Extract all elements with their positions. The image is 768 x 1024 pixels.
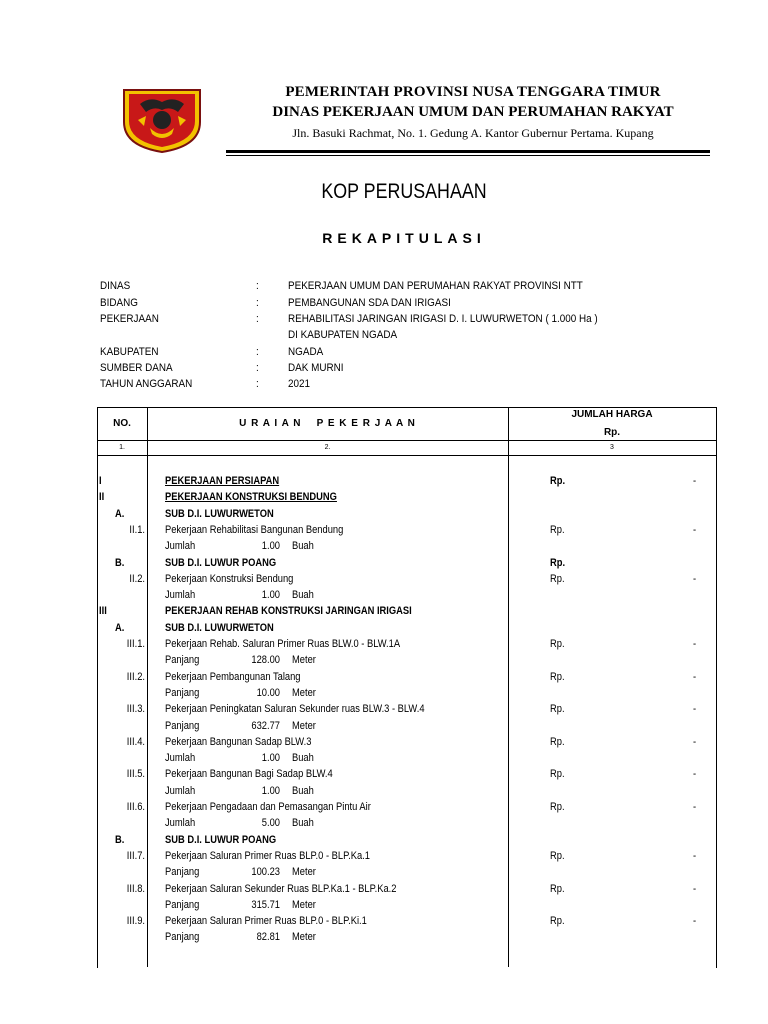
row-unit: Meter	[292, 931, 316, 943]
row-unit: Meter	[292, 866, 316, 878]
row-amount: -	[693, 573, 697, 585]
row-currency: Rp.	[550, 573, 565, 585]
info-label: TAHUN ANGGARAN	[100, 378, 193, 390]
col-index-2: 2.	[324, 444, 331, 451]
row-quantity: 5.00	[261, 817, 280, 829]
row-amount: -	[693, 850, 697, 862]
header-line-2: DINAS PEKERJAAN UMUM DAN PERUMAHAN RAKYAT	[272, 104, 674, 120]
table-header-rule	[97, 440, 716, 441]
info-label: BIDANG	[100, 297, 138, 309]
row-number: B.	[115, 834, 125, 846]
header-rule-thin	[226, 155, 710, 156]
row-amount: -	[693, 801, 697, 813]
row-currency: Rp.	[550, 638, 565, 650]
table-index-rule	[97, 455, 716, 456]
row-description: Jumlah	[165, 589, 196, 601]
info-label: KABUPATEN	[100, 346, 159, 358]
row-quantity: 1.00	[261, 785, 280, 797]
row-currency: Rp.	[550, 475, 566, 487]
row-currency: Rp.	[550, 850, 565, 862]
info-value: DI KABUPATEN NGADA	[288, 329, 398, 341]
row-number: III.4.	[126, 736, 145, 748]
row-description: Pekerjaan Peningkatan Saluran Sekunder ruas BLW.3 - BLW.4	[165, 703, 425, 715]
row-description: SUB D.I. LUWURWETON	[165, 508, 274, 520]
row-description: Panjang	[165, 899, 200, 911]
row-description: Panjang	[165, 866, 200, 878]
page-title: KOP PERUSAHAAN	[321, 180, 487, 203]
info-value: REHABILITASI JARINGAN IRIGASI D. I. LUWURWETON ( 1.000 Ha )	[288, 313, 598, 325]
row-number: I	[99, 475, 102, 487]
row-description: Pekerjaan Pembangunan Talang	[165, 671, 301, 683]
row-currency: Rp.	[550, 524, 565, 536]
row-amount: -	[693, 915, 697, 927]
header-rule-thick	[226, 150, 710, 153]
row-description: PEKERJAAN KONSTRUKSI BENDUNG	[165, 491, 337, 503]
row-currency: Rp.	[550, 557, 566, 569]
ntt-province-logo	[120, 82, 204, 154]
row-amount: -	[693, 703, 697, 715]
row-quantity: 1.00	[261, 540, 280, 552]
info-value: PEMBANGUNAN SDA DAN IRIGASI	[288, 297, 451, 309]
header-line-1: PEMERINTAH PROVINSI NUSA TENGGARA TIMUR	[285, 84, 661, 100]
row-unit: Buah	[292, 540, 314, 552]
header-address: Jln. Basuki Rachmat, No. 1. Gedung A. Kantor Gubernur Pertama. Kupang	[292, 126, 654, 140]
row-unit: Buah	[292, 785, 314, 797]
table-col-divider-2	[508, 407, 509, 967]
row-description: Pekerjaan Saluran Sekunder Ruas BLP.Ka.1 - BLP.Ka.2	[165, 883, 397, 895]
row-number: A.	[115, 508, 125, 520]
row-number: II.1.	[129, 524, 145, 536]
row-unit: Meter	[292, 720, 316, 732]
row-description: Panjang	[165, 720, 200, 732]
table-col-divider-1	[147, 407, 148, 967]
col-header-uraian: U R A I A N P E K E R J A A N	[239, 418, 416, 429]
row-description: Pekerjaan Rehab. Saluran Primer Ruas BLW.0 - BLW.1A	[165, 638, 401, 650]
info-label: SUMBER DANA	[100, 362, 173, 374]
row-number: II.2.	[129, 573, 145, 585]
row-number: III	[99, 605, 107, 617]
row-currency: Rp.	[550, 768, 565, 780]
row-description: Pekerjaan Konstruksi Bendung	[165, 573, 294, 585]
row-quantity: 315.71	[251, 899, 280, 911]
row-description: SUB D.I. LUWUR POANG	[165, 834, 277, 846]
row-number: III.3.	[126, 703, 145, 715]
row-unit: Meter	[292, 687, 316, 699]
row-number: B.	[115, 557, 125, 569]
info-value: DAK MURNI	[288, 362, 344, 374]
row-unit: Meter	[292, 899, 316, 911]
col-index-3: 3	[610, 444, 614, 451]
row-unit: Buah	[292, 589, 314, 601]
info-value: PEKERJAAN UMUM DAN PERUMAHAN RAKYAT PROVINSI NTT	[288, 280, 583, 292]
row-amount: -	[693, 736, 697, 748]
row-number: III.9.	[126, 915, 145, 927]
row-currency: Rp.	[550, 736, 565, 748]
row-number: III.1.	[126, 638, 145, 650]
row-unit: Buah	[292, 817, 314, 829]
info-value: NGADA	[288, 346, 324, 358]
row-quantity: 128.00	[251, 654, 280, 666]
row-amount: -	[693, 883, 697, 895]
row-description: Panjang	[165, 687, 200, 699]
row-unit: Meter	[292, 654, 316, 666]
row-number: II	[99, 491, 105, 503]
row-quantity: 632.77	[251, 720, 280, 732]
row-amount: -	[693, 671, 697, 683]
row-number: III.8.	[126, 883, 145, 895]
info-separator: :	[256, 346, 259, 358]
row-description: Jumlah	[165, 817, 196, 829]
row-description: PEKERJAAN PERSIAPAN	[165, 475, 280, 487]
row-currency: Rp.	[550, 915, 565, 927]
row-number: III.7.	[126, 850, 145, 862]
row-description: SUB D.I. LUWUR POANG	[165, 557, 277, 569]
row-quantity: 100.23	[251, 866, 280, 878]
page-subtitle: REKAPITULASI	[322, 230, 486, 246]
row-description: Pekerjaan Pengadaan dan Pemasangan Pintu Air	[165, 801, 371, 813]
row-currency: Rp.	[550, 801, 565, 813]
row-number: III.2.	[126, 671, 145, 683]
row-amount: -	[693, 768, 697, 780]
row-currency: Rp.	[550, 671, 565, 683]
info-separator: :	[256, 362, 259, 374]
row-description: PEKERJAAN REHAB KONSTRUKSI JARINGAN IRIGASI	[165, 605, 412, 617]
col-header-jumlah: JUMLAH HARGA	[571, 409, 653, 420]
row-currency: Rp.	[550, 883, 565, 895]
row-description: Jumlah	[165, 540, 196, 552]
col-index-1: 1.	[119, 444, 125, 451]
info-separator: :	[256, 280, 259, 292]
row-number: A.	[115, 622, 125, 634]
row-amount: -	[693, 638, 697, 650]
row-description: Jumlah	[165, 752, 196, 764]
row-currency: Rp.	[550, 703, 565, 715]
row-description: Pekerjaan Bangunan Sadap BLW.3	[165, 736, 312, 748]
row-number: III.6.	[126, 801, 145, 813]
row-description: Jumlah	[165, 785, 196, 797]
row-amount: -	[693, 475, 697, 487]
row-unit: Buah	[292, 752, 314, 764]
info-value: 2021	[288, 378, 311, 390]
row-description: SUB D.I. LUWURWETON	[165, 622, 274, 634]
row-description: Pekerjaan Saluran Primer Ruas BLP.0 - BLP.Ki.1	[165, 915, 367, 927]
row-number: III.5.	[126, 768, 145, 780]
row-amount: -	[693, 524, 697, 536]
row-description: Pekerjaan Saluran Primer Ruas BLP.0 - BLP.Ka.1	[165, 850, 370, 862]
row-description: Pekerjaan Rehabilitasi Bangunan Bendung	[165, 524, 344, 536]
info-label: DINAS	[100, 280, 131, 292]
info-separator: :	[256, 297, 259, 309]
row-quantity: 10.00	[256, 687, 280, 699]
row-description: Pekerjaan Bangunan Bagi Sadap BLW.4	[165, 768, 333, 780]
col-header-no: NO.	[113, 418, 131, 429]
row-quantity: 1.00	[261, 752, 280, 764]
col-header-rp: Rp.	[603, 427, 621, 438]
row-quantity: 82.81	[256, 931, 280, 943]
row-description: Panjang	[165, 654, 200, 666]
row-quantity: 1.00	[261, 589, 280, 601]
info-separator: :	[256, 313, 259, 325]
info-label: PEKERJAAN	[100, 313, 159, 325]
row-description: Panjang	[165, 931, 200, 943]
info-separator: :	[256, 378, 259, 390]
